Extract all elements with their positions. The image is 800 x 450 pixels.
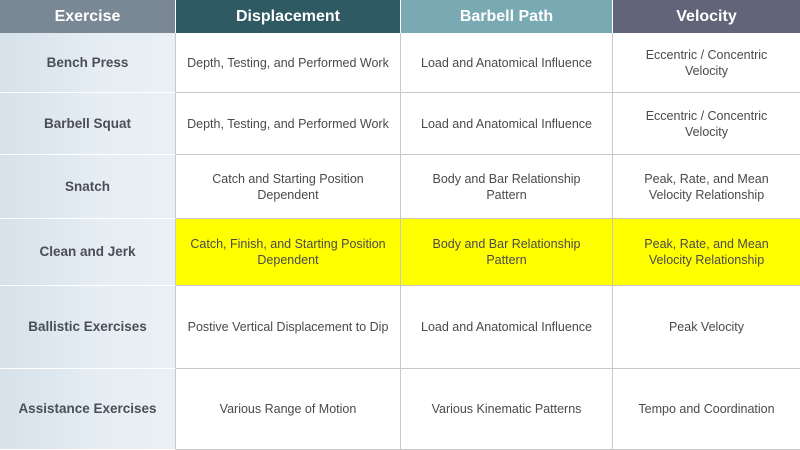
velocity-cell-highlighted: Peak, Rate, and Mean Velocity Relationship — [613, 219, 800, 286]
barbell-path-cell: Load and Anatomical Influence — [401, 286, 613, 369]
exercise-cell: Clean and Jerk — [0, 219, 176, 286]
barbell-path-cell: Load and Anatomical Influence — [401, 33, 613, 93]
barbell-path-cell: Various Kinematic Patterns — [401, 369, 613, 450]
header-exercise: Exercise — [0, 0, 176, 33]
header-velocity: Velocity — [613, 0, 800, 33]
velocity-cell: Eccentric / Concentric Velocity — [613, 33, 800, 93]
displacement-cell: Catch and Starting Position Dependent — [176, 155, 401, 219]
exercise-cell: Barbell Squat — [0, 93, 176, 155]
displacement-cell: Various Range of Motion — [176, 369, 401, 450]
exercise-cell: Bench Press — [0, 33, 176, 93]
barbell-path-cell: Body and Bar Relationship Pattern — [401, 155, 613, 219]
barbell-path-cell-highlighted: Body and Bar Relationship Pattern — [401, 219, 613, 286]
velocity-cell: Peak, Rate, and Mean Velocity Relationship — [613, 155, 800, 219]
exercise-cell: Assistance Exercises — [0, 369, 176, 450]
header-barbell-path: Barbell Path — [401, 0, 613, 33]
displacement-cell: Postive Vertical Displacement to Dip — [176, 286, 401, 369]
exercise-cell: Ballistic Exercises — [0, 286, 176, 369]
exercise-cell: Snatch — [0, 155, 176, 219]
displacement-cell-highlighted: Catch, Finish, and Starting Position Dependent — [176, 219, 401, 286]
header-displacement: Displacement — [176, 0, 401, 33]
displacement-cell: Depth, Testing, and Performed Work — [176, 33, 401, 93]
displacement-cell: Depth, Testing, and Performed Work — [176, 93, 401, 155]
velocity-cell: Eccentric / Concentric Velocity — [613, 93, 800, 155]
velocity-cell: Peak Velocity — [613, 286, 800, 369]
barbell-path-cell: Load and Anatomical Influence — [401, 93, 613, 155]
velocity-cell: Tempo and Coordination — [613, 369, 800, 450]
